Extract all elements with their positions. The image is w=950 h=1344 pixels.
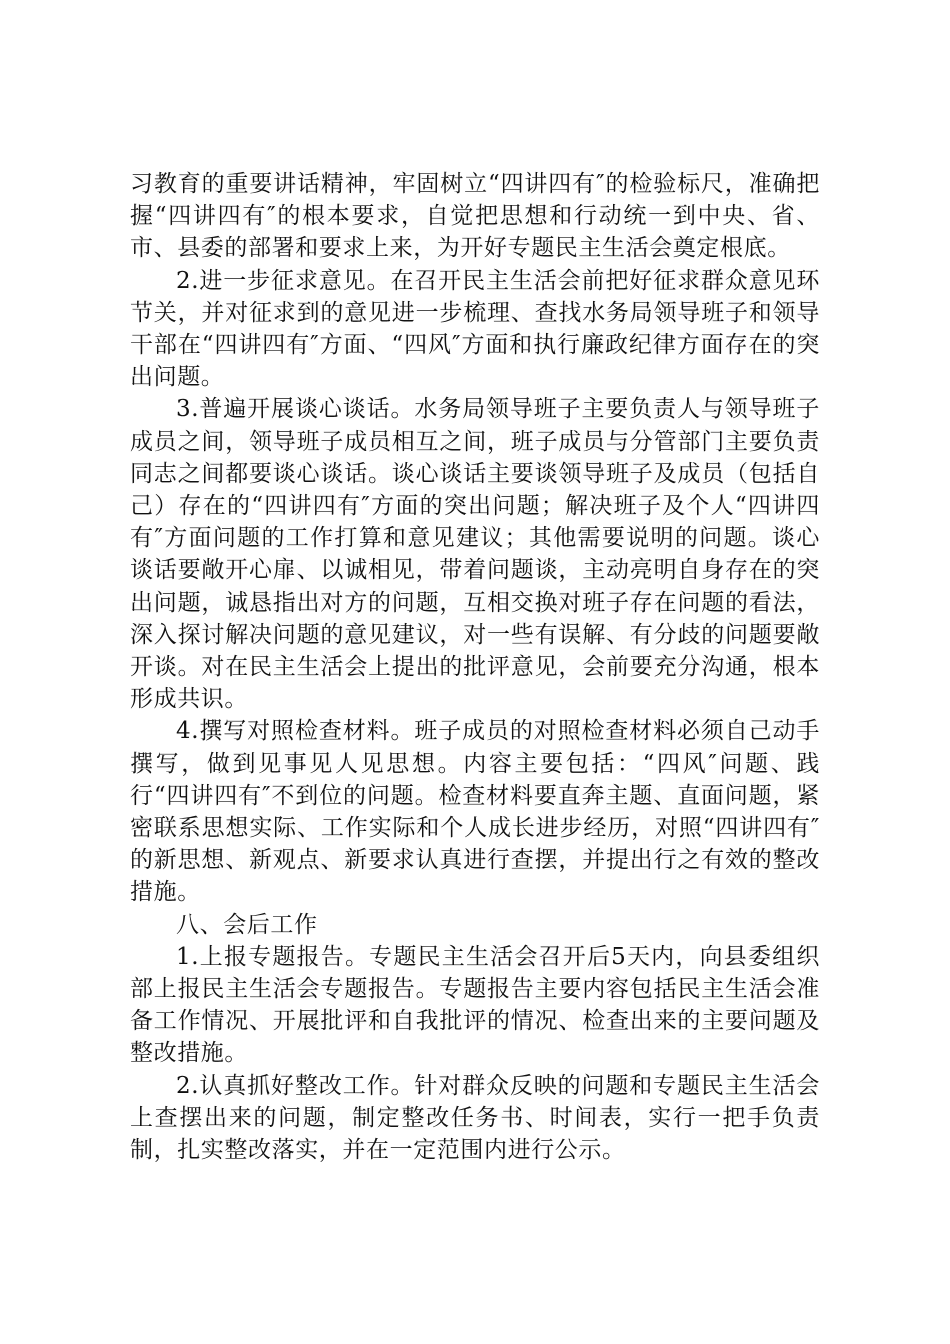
section-heading-post-meeting-work: 八、会后工作 bbox=[176, 911, 318, 938]
document-page bbox=[130, 168, 820, 1166]
paragraph-heart-to-heart-talks: 3.普遍开展谈心谈话。水务局领导班子主要负责人与领导班子成员之间，领导班子成员相互之间，班子成员与分管部门主要负责同志之间都要谈心谈话。谈心谈话主要谈领导班子及成员（包括自己）存在的“四讲四有″方面的突出问题；解决班子及个人“四讲四有″方面问题的工作打算和意见建议；其他需要说明的问题。谈心谈话要敞开心扉、以诚相见，带着问题谈，主动亮明自身存在的突出问题，诚恳指出对方的问题，互相交换对班子存在问题的看法，深入探讨解决问题的意见建议，对一些有误解、有分歧的问题要敞开谈。对在民主生活会上提出的批评意见，会前要充分沟通，根本形成共识。 bbox=[130, 396, 820, 713]
paragraph-study-education: 习教育的重要讲话精神，牢固树立“四讲四有″的检验标尺，准确把握“四讲四有″的根本要求，自觉把思想和行动统一到中央、省、市、县委的部署和要求上来，为开好专题民主生活会奠定根底。 bbox=[130, 171, 820, 262]
paragraph-solicit-opinions: 2.进一步征求意见。在召开民主生活会前把好征求群众意见环节关，并对征求到的意见进一步梳理、查找水务局领导班子和领导干部在“四讲四有″方面、“四风″方面和执行廉政纪律方面存在的突出问题。 bbox=[130, 267, 820, 391]
paragraph-rectification-work: 2.认真抓好整改工作。针对群众反映的问题和专题民主生活会上查摆出来的问题，制定整改任务书、时间表，实行一把手负责制，扎实整改落实，并在一定范围内进行公示。 bbox=[130, 1072, 820, 1164]
paragraph-submit-report: 1.上报专题报告。专题民主生活会召开后5天内，向县委组织部上报民主生活会专题报告。专题报告主要内容包括民主生活会准备工作情况、开展批评和自我批评的情况、检查出来的主要问题及整改措施。 bbox=[130, 943, 820, 1067]
paragraph-write-inspection-materials: 4.撰写对照检查材料。班子成员的对照检查材料必须自己动手撰写，做到见事见人见思想。内容主要包括：“四风″问题、践行“四讲四有″不到位的问题。检查材料要直奔主题、直面问题，紧密联系思想实际、工作实际和个人成长进步经历，对照“四讲四有″的新思想、新观点、新要求认真进行查摆，并提出行之有效的整改措施。 bbox=[130, 718, 820, 906]
